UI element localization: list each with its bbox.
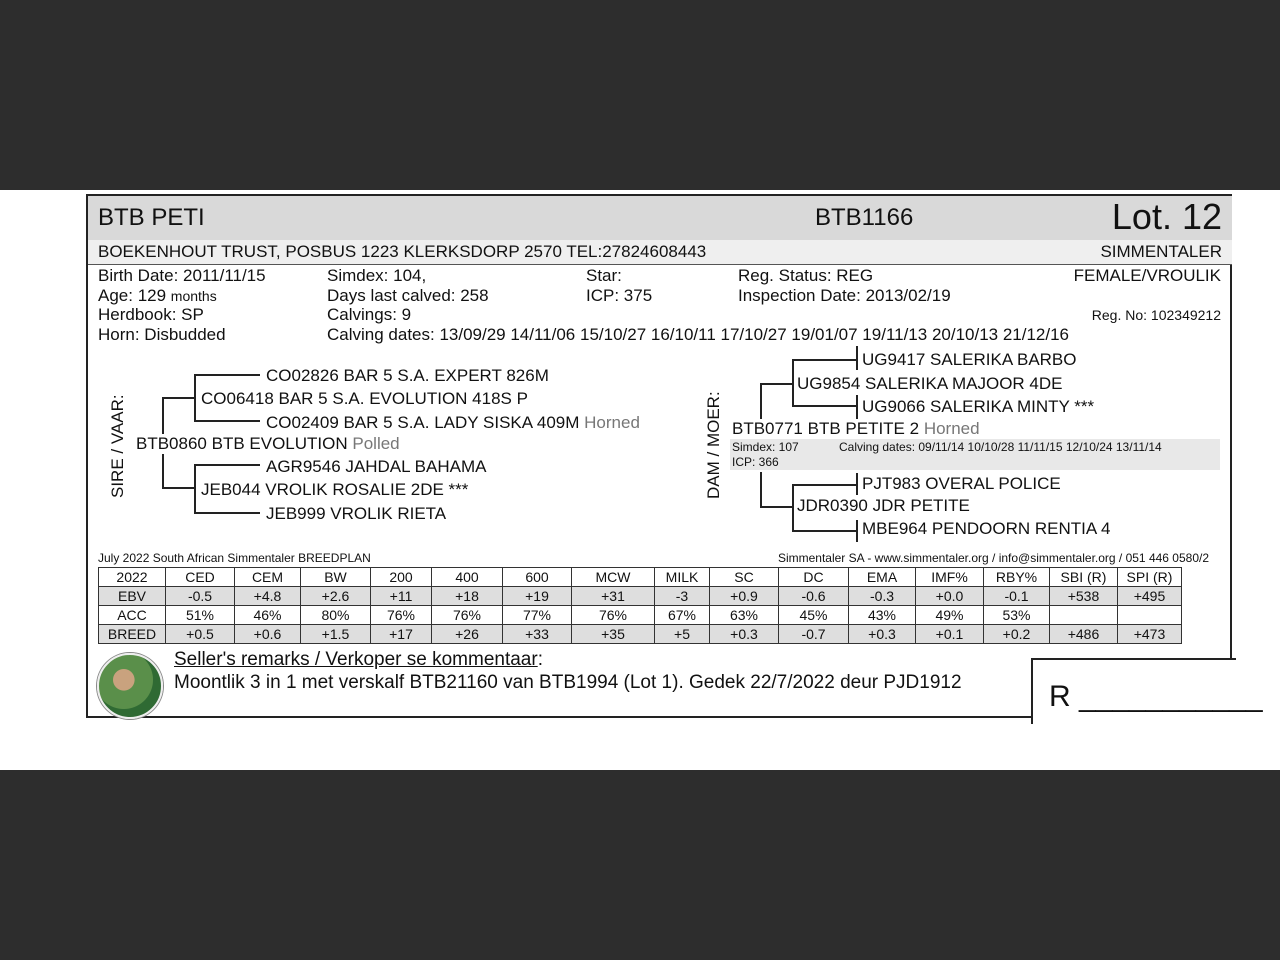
dam-calving-dates: Calving dates: 09/11/14 10/10/28 11/11/15 12/10/24 13/11/14 <box>839 440 1162 454</box>
breed-cell: +473 <box>1118 625 1182 644</box>
owner-address: BOEKENHOUT TRUST, POSBUS 1223 KLERKSDORP 2570 TEL:27824608443 <box>98 242 707 261</box>
price-box <box>1031 658 1263 724</box>
sire-sire-dam <box>266 413 640 433</box>
ebv-cell: +18 <box>432 587 503 606</box>
ebv-cell: +0.9 <box>710 587 779 606</box>
herdbook: Herdbook: SP <box>98 305 204 324</box>
sire-label: SIRE / VAAR: <box>108 394 127 498</box>
acc-cell: 77% <box>503 606 572 625</box>
ebv-header-cell: MILK <box>655 568 710 587</box>
sire-sire-sire: CO02826 BAR 5 S.A. EXPERT 826M <box>266 366 549 385</box>
ebv-cell: +538 <box>1050 587 1118 606</box>
breed-cell: +1.5 <box>301 625 371 644</box>
calving-dates: Calving dates: 13/09/29 14/11/06 15/10/27 16/10/11 17/10/27 19/01/07 19/11/13 20/10/13 21/12/16 <box>327 325 1070 344</box>
dam-sire: UG9854 SALERIKA MAJOOR 4DE <box>797 374 1063 393</box>
ebv-header-cell: CEM <box>235 568 301 587</box>
breedplan-contact: Simmentaler SA - www.simmentaler.org / info@simmentaler.org / 051 446 0580/2 <box>777 551 1209 565</box>
ebv-cell: -3 <box>655 587 710 606</box>
ebv-cell: +4.8 <box>235 587 301 606</box>
sire-name: BTB0860 BTB EVOLUTION <box>136 434 348 453</box>
remarks-colon: : <box>537 649 543 670</box>
acc-cell: 45% <box>779 606 849 625</box>
breed-cell: +33 <box>503 625 572 644</box>
breed-cell: +17 <box>371 625 432 644</box>
ebv-header-row <box>99 568 1182 587</box>
birth-date: Birth Date: 2011/11/15 <box>98 266 266 285</box>
ebv-header-cell: DC <box>779 568 849 587</box>
card-header <box>88 196 1232 241</box>
age <box>98 286 217 306</box>
sire-sire-dam-name: CO02409 BAR 5 S.A. LADY SISKA 409M <box>266 413 580 432</box>
ebv-cell: +31 <box>572 587 655 606</box>
breed-cell: +35 <box>572 625 655 644</box>
dam-name: BTB0771 BTB PETITE 2 <box>732 419 920 438</box>
dam <box>732 419 980 439</box>
sire-horn: Polled <box>352 434 400 453</box>
calvings: Calvings: 9 <box>327 305 412 324</box>
breed-cell: +5 <box>655 625 710 644</box>
ebv-header-cell: EMA <box>849 568 916 587</box>
lot-number: Lot. 12 <box>1111 196 1222 237</box>
dam-stats-box <box>730 439 1220 470</box>
remarks-heading <box>174 649 543 671</box>
inspection-date: Inspection Date: 2013/02/19 <box>738 286 951 305</box>
icp: ICP: 375 <box>586 286 653 305</box>
lot-sheet <box>0 190 1280 770</box>
ebv-header-cell: 600 <box>503 568 572 587</box>
acc-cell: ACC <box>99 606 166 625</box>
acc-cell: 43% <box>849 606 916 625</box>
ebv-cell: -0.6 <box>779 587 849 606</box>
breed-cell: +0.2 <box>984 625 1050 644</box>
ebv-header-cell: RBY% <box>984 568 1050 587</box>
dam-icp: ICP: 366 <box>732 455 779 469</box>
age-value: Age: 129 <box>98 286 171 305</box>
ebv-table <box>98 567 1182 644</box>
acc-cell <box>1050 606 1118 625</box>
sire-sire: CO06418 BAR 5 S.A. EVOLUTION 418S P <box>201 389 528 408</box>
ebv-header-cell: 2022 <box>99 568 166 587</box>
sire-dam-sire: AGR9546 JAHDAL BAHAMA <box>266 457 487 476</box>
dam-dam-sire: PJT983 OVERAL POLICE <box>862 474 1061 493</box>
simdex: Simdex: 104, <box>327 266 427 285</box>
ebv-cell: -0.1 <box>984 587 1050 606</box>
ebv-row <box>99 587 1182 606</box>
acc-cell: 76% <box>432 606 503 625</box>
ebv-header-cell: SBI (R) <box>1050 568 1118 587</box>
dam-simdex: Simdex: 107 <box>732 440 799 454</box>
acc-cell: 63% <box>710 606 779 625</box>
breedplan-source: July 2022 South African Simmentaler BREEDPLAN <box>98 551 371 565</box>
dam-dam: JDR0390 JDR PETITE <box>797 496 970 515</box>
breed-cell: +26 <box>432 625 503 644</box>
horn-status: Horn: Disbudded <box>98 325 226 344</box>
ebv-cell: EBV <box>99 587 166 606</box>
reg-status: Reg. Status: REG <box>738 266 874 285</box>
price-field[interactable]: R ___________ <box>1049 680 1263 713</box>
reg-number: Reg. No: 102349212 <box>1091 307 1221 323</box>
ebv-cell: +11 <box>371 587 432 606</box>
animal-id: BTB1166 <box>815 204 914 231</box>
acc-cell: 67% <box>655 606 710 625</box>
breed-row <box>99 625 1182 644</box>
ebv-cell: +2.6 <box>301 587 371 606</box>
sire-dam: JEB044 VROLIK ROSALIE 2DE *** <box>201 480 469 499</box>
breed-cell: +0.3 <box>710 625 779 644</box>
breed-cell: +486 <box>1050 625 1118 644</box>
remarks-text: Moontlik 3 in 1 met verskalf BTB21160 van BTB1994 (Lot 1). Gedek 22/7/2022 deur PJD1912 <box>174 672 962 693</box>
acc-cell: 76% <box>572 606 655 625</box>
ebv-header-cell: BW <box>301 568 371 587</box>
ebv-header-cell: SPI (R) <box>1118 568 1182 587</box>
ebv-header-cell: MCW <box>572 568 655 587</box>
ebv-cell: +495 <box>1118 587 1182 606</box>
breed-cell: +0.1 <box>916 625 984 644</box>
days-last-calved: Days last calved: 258 <box>327 286 489 305</box>
ebv-cell: -0.5 <box>166 587 235 606</box>
ebv-cell: +19 <box>503 587 572 606</box>
acc-cell: 80% <box>301 606 371 625</box>
sex: FEMALE/VROULIK <box>1073 266 1221 285</box>
breed-cell: -0.7 <box>779 625 849 644</box>
ebv-header-cell: CED <box>166 568 235 587</box>
owner-row <box>88 240 1232 265</box>
breed-cell: +0.6 <box>235 625 301 644</box>
acc-cell: 49% <box>916 606 984 625</box>
sire-dam-dam: JEB999 VROLIK RIETA <box>266 504 447 523</box>
sire <box>136 434 400 454</box>
breed-cell: +0.5 <box>166 625 235 644</box>
dam-label: DAM / MOER: <box>704 391 723 499</box>
dam-horn: Horned <box>923 419 980 438</box>
acc-row <box>99 606 1182 625</box>
acc-cell: 46% <box>235 606 301 625</box>
star: Star: <box>586 266 622 285</box>
breed-cell: +0.3 <box>849 625 916 644</box>
ebv-header-cell: 400 <box>432 568 503 587</box>
acc-cell: 53% <box>984 606 1050 625</box>
sire-sire-dam-horn: Horned <box>584 413 640 432</box>
age-unit: months <box>170 288 217 304</box>
breed-cell: BREED <box>99 625 166 644</box>
ebv-header-cell: IMF% <box>916 568 984 587</box>
acc-cell: 76% <box>371 606 432 625</box>
acc-cell <box>1118 606 1182 625</box>
ebv-cell: -0.3 <box>849 587 916 606</box>
dam-sire-dam: UG9066 SALERIKA MINTY *** <box>862 397 1095 416</box>
breed-name: SIMMENTALER <box>1100 242 1222 261</box>
simmentaler-logo <box>97 653 163 719</box>
dam-sire-sire: UG9417 SALERIKA BARBO <box>862 350 1077 369</box>
acc-cell: 51% <box>166 606 235 625</box>
ebv-header-cell: 200 <box>371 568 432 587</box>
ebv-cell: +0.0 <box>916 587 984 606</box>
remarks-title: Seller's remarks / Verkoper se kommentaar <box>174 649 538 670</box>
dam-dam-dam: MBE964 PENDOORN RENTIA 4 <box>862 519 1111 538</box>
ebv-header-cell: SC <box>710 568 779 587</box>
animal-name: BTB PETI <box>98 204 205 231</box>
